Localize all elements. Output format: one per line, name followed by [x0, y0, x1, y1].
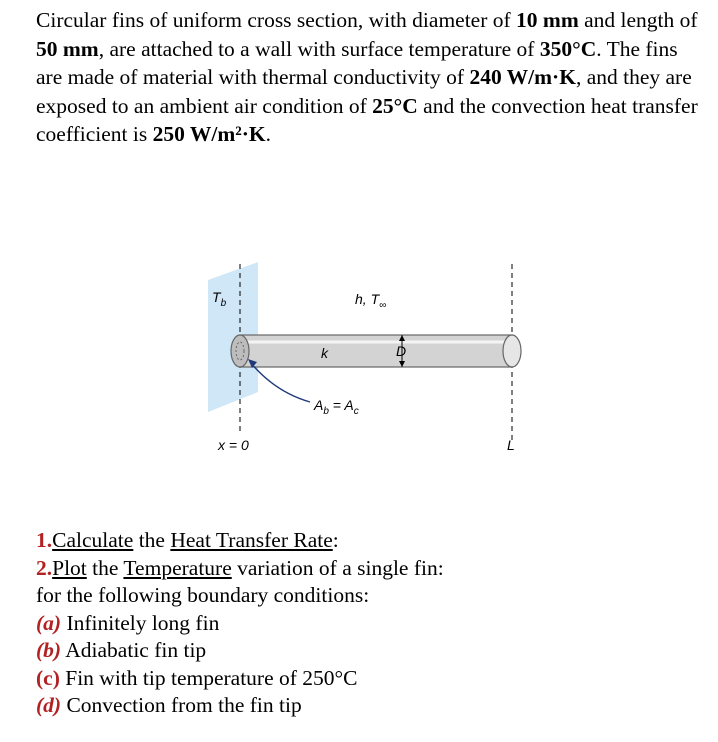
- task-1-text: the: [133, 528, 171, 552]
- ambient-value: 25°C: [372, 93, 418, 118]
- condition-b: [36, 637, 696, 665]
- task-2-subject: Temperature: [123, 555, 232, 580]
- x0-label: x = 0: [218, 437, 249, 453]
- L-label: L: [507, 437, 515, 453]
- wall-temp-value: 350°C: [539, 36, 597, 61]
- fin-body: [240, 335, 512, 367]
- task-2-line-2: for the following boundary conditions:: [36, 583, 370, 607]
- Tb-label: $T_b$: [212, 289, 227, 309]
- task-2-text: the: [86, 555, 124, 580]
- condition-a-label: (a): [36, 610, 62, 635]
- problem-text-4: . The fins are made of material with thermal conductivity of: [36, 36, 678, 89]
- problem-text-2: and length of: [578, 8, 698, 32]
- problem-statement: [36, 6, 706, 149]
- task-1-verb: Calculate: [52, 528, 134, 552]
- Ab-Ac-label: $A_b = A_c$: [314, 397, 359, 417]
- h-Tinf-label: h, $T_\infty$: [355, 291, 387, 311]
- task-2-rest: variation of a single fin:: [231, 555, 444, 580]
- fin-diagram: [190, 262, 550, 472]
- condition-c-label: (c): [36, 665, 60, 690]
- task-1-colon: :: [332, 528, 339, 552]
- problem-text-5: , and they are exposed to an ambient air condition of: [36, 65, 692, 118]
- condition-a-text: Infinitely long fin: [61, 610, 220, 635]
- task-1: [36, 527, 696, 555]
- D-label: D: [396, 343, 407, 359]
- conductivity-value: 240 W/m·K: [469, 65, 576, 89]
- area-pointer: [250, 362, 310, 402]
- diameter-value: 10 mm: [516, 8, 579, 32]
- task-2-number: 2.: [36, 555, 53, 580]
- condition-d-label: (d): [36, 693, 62, 717]
- task-1-subject: Heat Transfer Rate: [170, 528, 333, 552]
- problem-text-3: , are attached to a wall with surface temperature of: [98, 36, 540, 61]
- h-value: 250 W/m²·K: [152, 122, 266, 146]
- length-value: 50 mm: [36, 36, 99, 61]
- condition-a: [36, 610, 696, 638]
- condition-d: [36, 692, 696, 720]
- fin-tip-end: [503, 335, 521, 367]
- condition-d-text: Convection from the fin tip: [61, 693, 302, 717]
- task-1-number: 1.: [36, 528, 53, 552]
- condition-c: [36, 665, 696, 693]
- condition-c-text: Fin with tip temperature of 250°C: [59, 665, 358, 690]
- task-list: [36, 527, 696, 720]
- condition-b-label: (b): [36, 638, 62, 662]
- problem-text-7: .: [265, 122, 271, 146]
- task-2: [36, 555, 696, 583]
- task-2-verb: Plot: [52, 555, 87, 580]
- condition-b-text: Adiabatic fin tip: [61, 638, 207, 662]
- problem-text-1: Circular fins of uniform cross section, with diameter of: [36, 8, 517, 32]
- k-label: k: [321, 345, 328, 361]
- fin-base-end: [231, 335, 249, 367]
- problem-text-6: and the convection heat transfer coefficient is: [36, 93, 698, 146]
